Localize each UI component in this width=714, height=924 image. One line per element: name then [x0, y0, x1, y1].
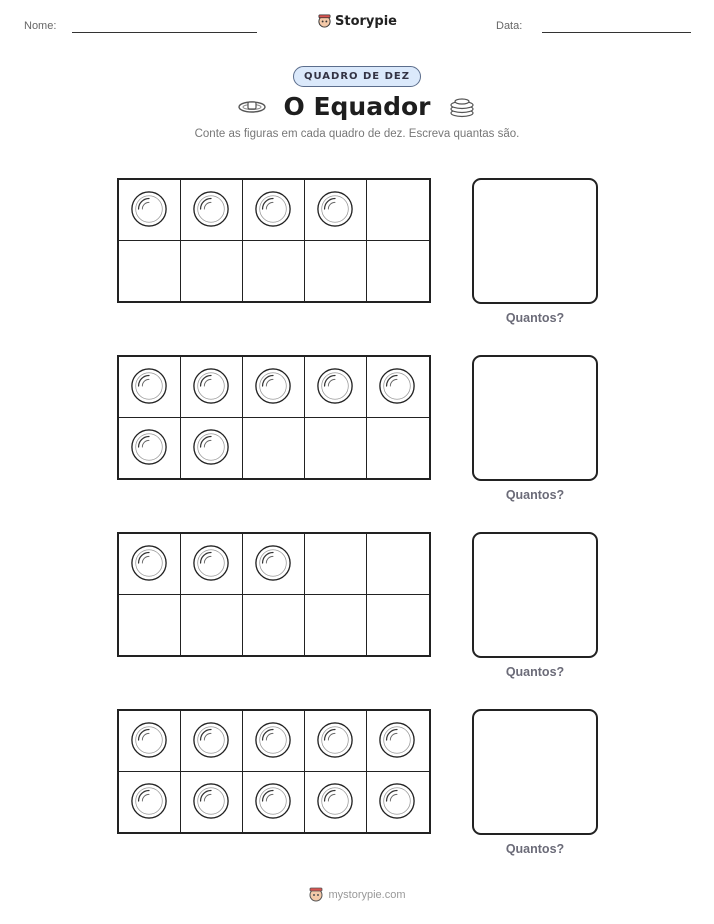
answer-box-1[interactable]	[472, 178, 598, 304]
ten-frame-cell	[305, 357, 367, 418]
ten-frame-cell	[367, 595, 429, 656]
ten-frame-cell	[367, 711, 429, 772]
bubble-icon	[254, 782, 292, 820]
ten-frame-3	[117, 532, 431, 657]
ten-frame-cell	[305, 418, 367, 479]
name-label: Nome:	[24, 20, 57, 32]
ten-frame-cell	[119, 357, 181, 418]
ten-frame-cell	[119, 595, 181, 656]
footer-url: mystorypie.com	[328, 889, 406, 901]
brand-name: Storypie	[335, 14, 397, 29]
worksheet-type-badge: QUADRO DE DEZ	[293, 66, 421, 87]
footer	[0, 886, 714, 902]
bubble-icon	[192, 190, 230, 228]
ten-frame-cell	[305, 595, 367, 656]
ten-frame-cell	[119, 418, 181, 479]
ten-frame-cell	[119, 534, 181, 595]
ten-frame-cell	[243, 357, 305, 418]
bubble-icon	[192, 721, 230, 759]
ten-frame-cell	[119, 241, 181, 302]
ten-frame-cell	[181, 180, 243, 241]
name-line[interactable]	[72, 32, 257, 33]
coin-stack-icon	[447, 96, 477, 118]
ten-frame-4	[117, 709, 431, 834]
answer-label-3: Quantos?	[505, 665, 565, 679]
ten-frame-cell	[181, 711, 243, 772]
ten-frame-cell	[367, 534, 429, 595]
ten-frame-cell	[305, 711, 367, 772]
ten-frame-1	[117, 178, 431, 303]
ten-frame-cell	[181, 534, 243, 595]
ten-frame-cell	[243, 180, 305, 241]
bubble-icon	[130, 721, 168, 759]
bubble-icon	[192, 782, 230, 820]
answer-label-1: Quantos?	[505, 311, 565, 325]
ten-frame-cell	[181, 595, 243, 656]
bubble-icon	[254, 190, 292, 228]
bubble-icon	[192, 544, 230, 582]
ten-frame-cell	[243, 711, 305, 772]
ten-frame-cell	[367, 180, 429, 241]
ten-frame-cell	[243, 534, 305, 595]
bubble-icon	[316, 190, 354, 228]
ten-frame-cell	[305, 772, 367, 833]
bubble-icon	[192, 428, 230, 466]
bubble-icon	[316, 367, 354, 405]
ten-frame-cell	[305, 241, 367, 302]
ten-frame-cell	[181, 241, 243, 302]
bubble-icon	[254, 721, 292, 759]
bubble-icon	[316, 721, 354, 759]
ten-frame-cell	[119, 180, 181, 241]
bubble-icon	[130, 367, 168, 405]
ten-frame-cell	[119, 772, 181, 833]
answer-box-2[interactable]	[472, 355, 598, 481]
ten-frame-cell	[181, 357, 243, 418]
date-label: Data:	[496, 20, 523, 32]
bubble-icon	[192, 367, 230, 405]
bubble-icon	[254, 544, 292, 582]
bubble-icon	[130, 428, 168, 466]
storypie-mascot-icon	[308, 886, 324, 902]
ten-frame-cell	[181, 418, 243, 479]
bubble-icon	[130, 782, 168, 820]
ten-frame-cell	[181, 772, 243, 833]
ten-frame-cell	[119, 711, 181, 772]
ten-frame-cell	[305, 534, 367, 595]
bubble-icon	[130, 544, 168, 582]
answer-box-3[interactable]	[472, 532, 598, 658]
bracelet-icon	[237, 96, 267, 118]
ten-frame-cell	[367, 357, 429, 418]
instructions: Conte as figuras em cada quadro de dez. Escreva quantas são.	[194, 128, 520, 140]
bubble-icon	[378, 367, 416, 405]
bubble-icon	[316, 782, 354, 820]
answer-box-4[interactable]	[472, 709, 598, 835]
ten-frame-cell	[243, 772, 305, 833]
ten-frame-cell	[367, 418, 429, 479]
bubble-icon	[130, 190, 168, 228]
ten-frame-cell	[367, 241, 429, 302]
ten-frame-cell	[243, 241, 305, 302]
bubble-icon	[254, 367, 292, 405]
ten-frame-2	[117, 355, 431, 480]
ten-frame-cell	[243, 595, 305, 656]
date-line[interactable]	[542, 32, 691, 33]
brand-logo	[0, 13, 714, 29]
ten-frame-cell	[243, 418, 305, 479]
bubble-icon	[378, 782, 416, 820]
ten-frame-cell	[367, 772, 429, 833]
answer-label-4: Quantos?	[505, 842, 565, 856]
bubble-icon	[378, 721, 416, 759]
answer-label-2: Quantos?	[505, 488, 565, 502]
page-title: O Equador	[283, 92, 431, 121]
ten-frame-cell	[305, 180, 367, 241]
storypie-mascot-icon	[317, 13, 332, 28]
